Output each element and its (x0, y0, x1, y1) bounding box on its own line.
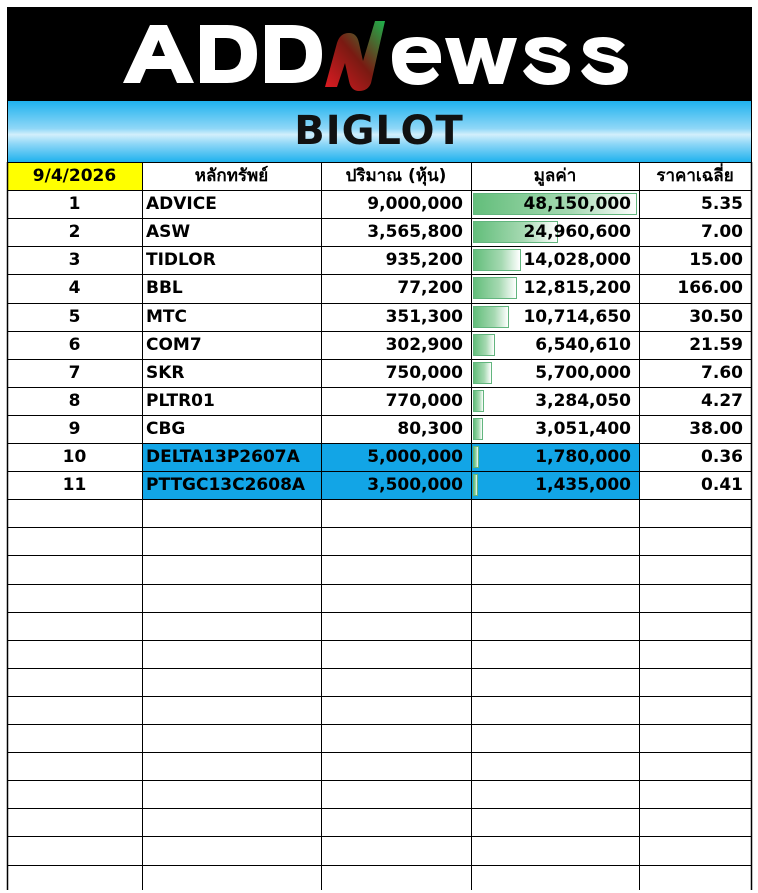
volume-cell[interactable]: 77,200 (397, 278, 463, 299)
value-text: 14,028,000 (523, 250, 631, 271)
value-cell[interactable] (471, 331, 639, 359)
empty-cell[interactable] (639, 527, 751, 555)
empty-cell[interactable] (321, 584, 471, 612)
empty-cell[interactable] (7, 555, 142, 583)
security-cell[interactable]: CBG (146, 418, 186, 439)
volume-cell[interactable]: 302,900 (385, 334, 463, 355)
value-databar (473, 249, 521, 271)
rank-cell[interactable]: 10 (62, 447, 87, 467)
empty-cell[interactable] (639, 808, 751, 836)
empty-cell[interactable] (471, 584, 639, 612)
value-databar (473, 334, 495, 356)
empty-cell[interactable] (471, 612, 639, 640)
avg-price-cell[interactable]: 4.27 (701, 390, 743, 411)
empty-cell[interactable] (7, 780, 142, 808)
volume-cell[interactable]: 770,000 (385, 390, 463, 411)
volume-cell[interactable]: 80,300 (397, 418, 463, 439)
empty-cell[interactable] (639, 584, 751, 612)
avg-price-cell[interactable]: 0.36 (701, 447, 743, 467)
empty-cell[interactable] (639, 640, 751, 668)
rank-cell[interactable]: 2 (68, 222, 81, 243)
avg-price-cell[interactable]: 15.00 (689, 250, 743, 271)
security-cell[interactable]: PLTR01 (146, 390, 215, 411)
empty-cell[interactable] (639, 752, 751, 780)
volume-cell[interactable]: 351,300 (385, 306, 463, 327)
date-header[interactable]: 9/4/2026 (7, 162, 142, 190)
rank-cell[interactable]: 1 (68, 194, 81, 215)
security-cell[interactable]: BBL (146, 278, 183, 299)
empty-cell[interactable] (7, 612, 142, 640)
security-cell[interactable]: COM7 (146, 334, 202, 355)
empty-cell[interactable] (142, 724, 321, 752)
empty-cell[interactable] (321, 668, 471, 696)
empty-cell[interactable] (639, 612, 751, 640)
empty-cell[interactable] (471, 499, 639, 527)
empty-cell[interactable] (7, 584, 142, 612)
security-cell[interactable]: ADVICE (146, 194, 217, 215)
empty-cell[interactable] (7, 724, 142, 752)
empty-cell[interactable] (142, 612, 321, 640)
empty-cell[interactable] (321, 555, 471, 583)
security-cell[interactable]: ASW (146, 222, 191, 243)
avg-price-cell[interactable]: 7.60 (701, 362, 743, 383)
security-cell[interactable]: SKR (146, 362, 185, 383)
volume-cell[interactable]: 9,000,000 (367, 194, 463, 215)
rank-cell[interactable]: 3 (68, 250, 81, 271)
value-text: 3,284,050 (535, 390, 631, 411)
rank-cell[interactable]: 6 (68, 334, 81, 355)
empty-cell[interactable] (7, 808, 142, 836)
empty-cell[interactable] (321, 752, 471, 780)
empty-cell[interactable] (142, 555, 321, 583)
empty-cell[interactable] (321, 865, 471, 893)
avg-price-cell[interactable]: 7.00 (701, 222, 743, 243)
empty-cell[interactable] (639, 555, 751, 583)
value-text: 48,150,000 (523, 194, 631, 215)
security-cell[interactable]: MTC (146, 306, 187, 327)
empty-cell[interactable] (639, 865, 751, 893)
value-text: 24,960,600 (523, 222, 631, 243)
logo-banner (7, 7, 751, 101)
volume-column-header[interactable]: ปริมาณ (หุ้น) (345, 166, 447, 186)
value-cell[interactable] (471, 246, 639, 274)
value-text: 3,051,400 (535, 418, 631, 439)
empty-cell[interactable] (142, 499, 321, 527)
empty-cell[interactable] (7, 668, 142, 696)
empty-cell[interactable] (7, 499, 142, 527)
value-cell[interactable] (471, 274, 639, 302)
avg-price-cell[interactable]: 38.00 (689, 418, 743, 439)
empty-cell[interactable] (639, 836, 751, 864)
value-cell[interactable] (471, 218, 639, 246)
security-cell[interactable]: TIDLOR (146, 250, 216, 271)
avg-price-column-header[interactable]: ราคาเฉลี่ย (656, 166, 734, 186)
empty-cell[interactable] (7, 640, 142, 668)
value-databar (473, 306, 509, 328)
empty-cell[interactable] (471, 865, 639, 893)
empty-cell[interactable] (321, 696, 471, 724)
value-cell[interactable] (471, 471, 639, 499)
value-cell[interactable] (471, 443, 639, 471)
value-cell[interactable] (471, 415, 639, 443)
empty-cell[interactable] (639, 696, 751, 724)
empty-cell[interactable] (321, 612, 471, 640)
addnewss-logo (7, 7, 751, 101)
empty-cell[interactable] (142, 696, 321, 724)
empty-cell[interactable] (471, 724, 639, 752)
value-databar (473, 418, 483, 440)
page-title: BIGLOT (294, 108, 464, 154)
volume-cell[interactable]: 935,200 (385, 250, 463, 271)
value-databar (473, 277, 517, 299)
rank-cell[interactable]: 11 (62, 475, 87, 496)
empty-cell[interactable] (7, 527, 142, 555)
empty-cell[interactable] (142, 640, 321, 668)
empty-cell[interactable] (639, 499, 751, 527)
empty-cell[interactable] (7, 836, 142, 864)
value-cell[interactable] (471, 190, 639, 218)
rank-cell[interactable]: 8 (68, 390, 81, 411)
volume-cell[interactable]: 750,000 (385, 362, 463, 383)
empty-cell[interactable] (142, 836, 321, 864)
empty-cell[interactable] (321, 499, 471, 527)
value-text: 1,780,000 (535, 447, 631, 467)
value-databar (473, 362, 492, 384)
security-cell[interactable]: DELTA13P2607A (142, 443, 321, 471)
value-cell[interactable] (471, 359, 639, 387)
empty-cell[interactable] (142, 668, 321, 696)
empty-cell[interactable] (142, 752, 321, 780)
volume-cell[interactable]: 3,565,800 (367, 222, 463, 243)
volume-cell[interactable]: 3,500,000 (321, 471, 471, 499)
empty-cell[interactable] (142, 780, 321, 808)
value-text: 6,540,610 (535, 334, 631, 355)
empty-cell[interactable] (471, 640, 639, 668)
value-text: 5,700,000 (535, 362, 631, 383)
avg-price-cell[interactable]: 0.41 (701, 475, 743, 496)
empty-cell[interactable] (321, 640, 471, 668)
empty-cell[interactable] (142, 808, 321, 836)
empty-cell[interactable] (321, 808, 471, 836)
value-databar (473, 474, 478, 496)
avg-price-cell[interactable]: 5.35 (701, 194, 743, 215)
empty-cell[interactable] (7, 696, 142, 724)
empty-cell[interactable] (471, 527, 639, 555)
rank-cell[interactable]: 4 (68, 278, 81, 299)
value-text: 1,435,000 (535, 475, 631, 496)
empty-cell[interactable] (639, 724, 751, 752)
empty-cell[interactable] (142, 584, 321, 612)
value-text: 12,815,200 (523, 278, 631, 299)
rank-cell[interactable]: 9 (68, 418, 81, 439)
volume-cell[interactable]: 5,000,000 (321, 443, 471, 471)
empty-cell[interactable] (639, 668, 751, 696)
empty-cell[interactable] (321, 780, 471, 808)
title-bar (7, 101, 751, 162)
empty-cell[interactable] (471, 836, 639, 864)
rank-cell[interactable]: 5 (68, 306, 81, 327)
empty-cell[interactable] (7, 865, 142, 893)
value-text: 10,714,650 (523, 306, 631, 327)
empty-cell[interactable] (471, 555, 639, 583)
value-column-header[interactable]: มูลค่า (533, 166, 577, 186)
value-databar (473, 446, 479, 468)
empty-cell[interactable] (321, 836, 471, 864)
avg-price-cell[interactable]: 30.50 (689, 306, 743, 327)
avg-price-cell[interactable]: 166.00 (677, 278, 743, 299)
empty-cell[interactable] (639, 780, 751, 808)
value-databar (473, 390, 484, 412)
empty-cell[interactable] (321, 527, 471, 555)
empty-cell[interactable] (321, 724, 471, 752)
empty-cell[interactable] (471, 752, 639, 780)
value-cell[interactable] (471, 303, 639, 331)
empty-cell[interactable] (142, 527, 321, 555)
security-column-header[interactable]: หลักทรัพย์ (194, 166, 269, 186)
security-cell[interactable]: PTTGC13C2608A (142, 471, 321, 499)
avg-price-cell[interactable]: 21.59 (689, 334, 743, 355)
rank-cell[interactable]: 7 (68, 362, 81, 383)
empty-cell[interactable] (142, 865, 321, 893)
empty-cell[interactable] (471, 668, 639, 696)
empty-cell[interactable] (471, 808, 639, 836)
empty-cell[interactable] (471, 780, 639, 808)
empty-cell[interactable] (7, 752, 142, 780)
empty-cell[interactable] (471, 696, 639, 724)
value-cell[interactable] (471, 387, 639, 415)
